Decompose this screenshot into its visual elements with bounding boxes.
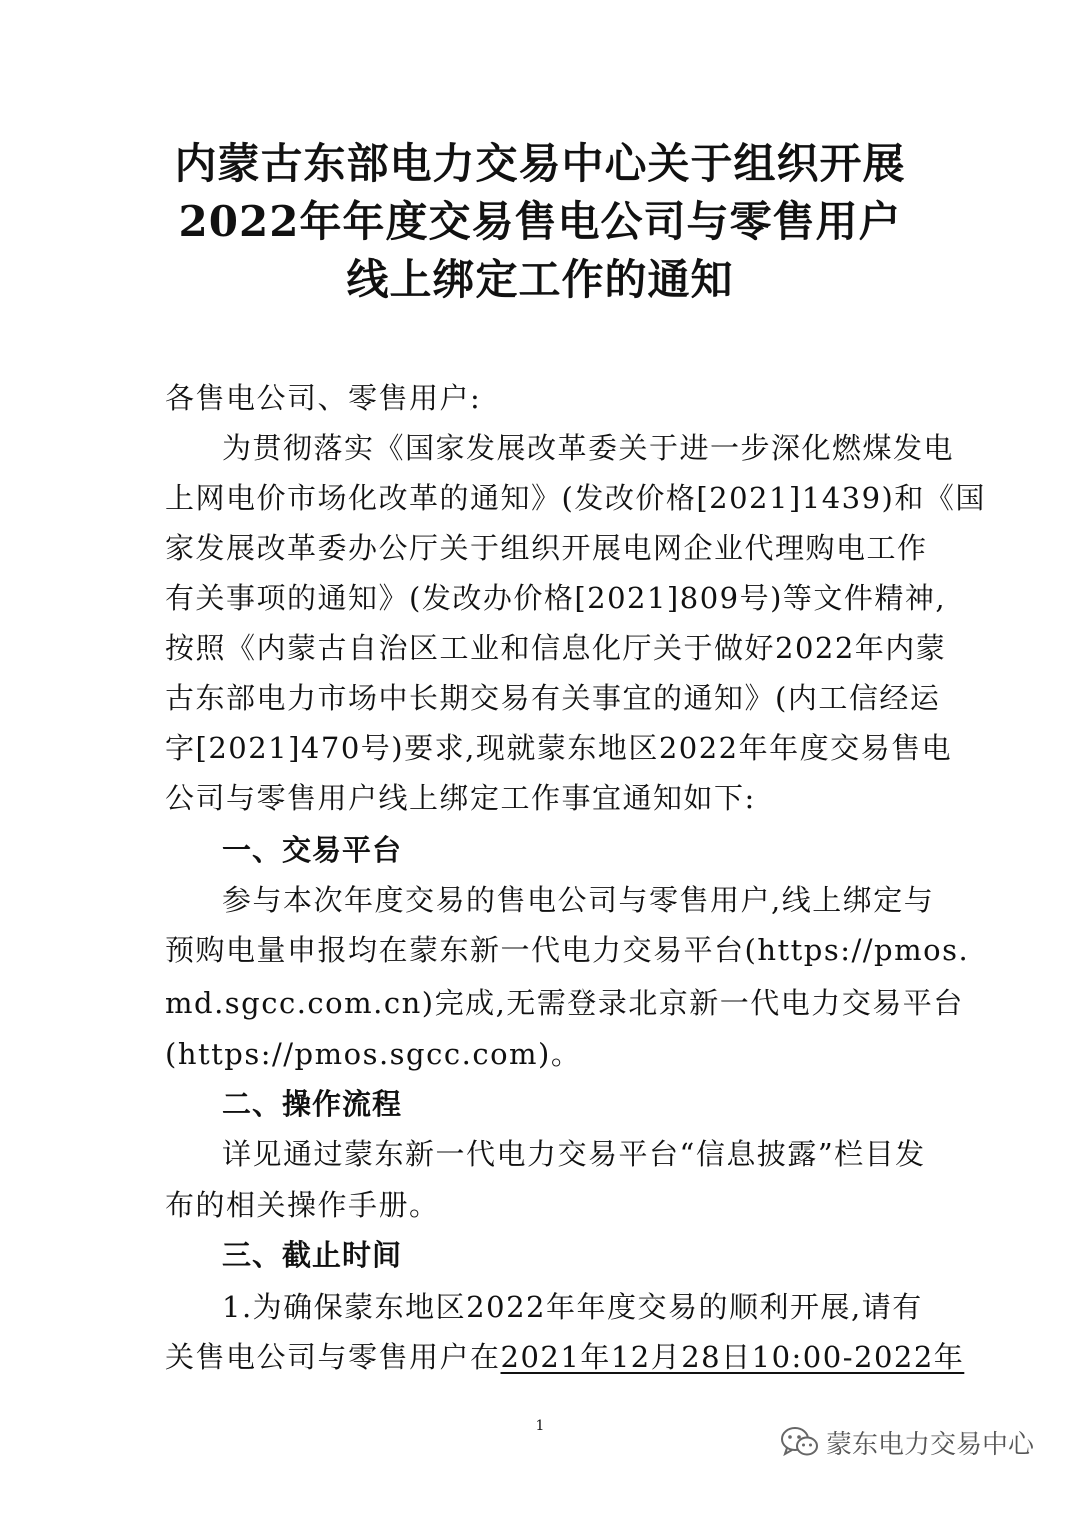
watermark-text: 蒙东电力交易中心 <box>826 1429 1035 1460</box>
section-heading-deadline: 三、截止时间 <box>222 1238 403 1272</box>
section-heading-platform: 一、交易平台 <box>222 833 403 867</box>
wechat-watermark <box>780 1424 1034 1460</box>
wechat-icon <box>780 1425 820 1459</box>
body-line: md.sgcc.com.cn)完成,无需登录北京新一代电力交易平台 <box>165 986 964 1020</box>
body-line: 参与本次年度交易的售电公司与零售用户,线上绑定与 <box>222 883 935 917</box>
body-line: 详见通过蒙东新一代电力交易平台“信息披露”栏目发 <box>222 1137 926 1171</box>
body-line: (https://pmos.sgcc.com)。 <box>165 1037 582 1071</box>
body-line: 1.为确保蒙东地区2022年年度交易的顺利开展,请有 <box>222 1290 923 1324</box>
intro-line: 按照《内蒙古自治区工业和信息化厅关于做好2022年内蒙 <box>165 631 947 665</box>
intro-line: 公司与零售用户线上绑定工作事宜通知如下: <box>165 781 756 815</box>
section-heading-process: 二、操作流程 <box>222 1087 403 1121</box>
deadline-prefix: 关售电公司与零售用户在 <box>165 1340 501 1374</box>
body-line: 预购电量申报均在蒙东新一代电力交易平台(https://pmos. <box>165 933 970 967</box>
intro-line: 为贯彻落实《国家发展改革委关于进一步深化燃煤发电 <box>222 431 955 465</box>
deadline-date-range: 2021年12月28日10:00-2022年 <box>500 1340 965 1374</box>
title-line-2: 2022年年度交易售电公司与零售用户 <box>178 197 902 246</box>
body-line: 布的相关操作手册。 <box>165 1188 440 1222</box>
intro-line: 古东部电力市场中长期交易有关事宜的通知》(内工信经运 <box>165 681 941 715</box>
intro-line: 上网电价市场化改革的通知》(发改价格[2021]1439)和《国 <box>165 481 986 515</box>
title-line-1: 内蒙古东部电力交易中心关于组织开展 <box>174 139 906 188</box>
intro-line: 有关事项的通知》(发改办价格[2021]809号)等文件精神, <box>165 581 947 615</box>
intro-line: 家发展改革委办公厅关于组织开展电网企业代理购电工作 <box>165 531 928 565</box>
title-line-3: 线上绑定工作的通知 <box>346 255 734 304</box>
salutation: 各售电公司、零售用户: <box>165 381 482 415</box>
page-number: 1 <box>535 1418 545 1434</box>
body-line <box>165 1337 965 1377</box>
intro-line: 字[2021]470号)要求,现就蒙东地区2022年年度交易售电 <box>165 731 953 765</box>
